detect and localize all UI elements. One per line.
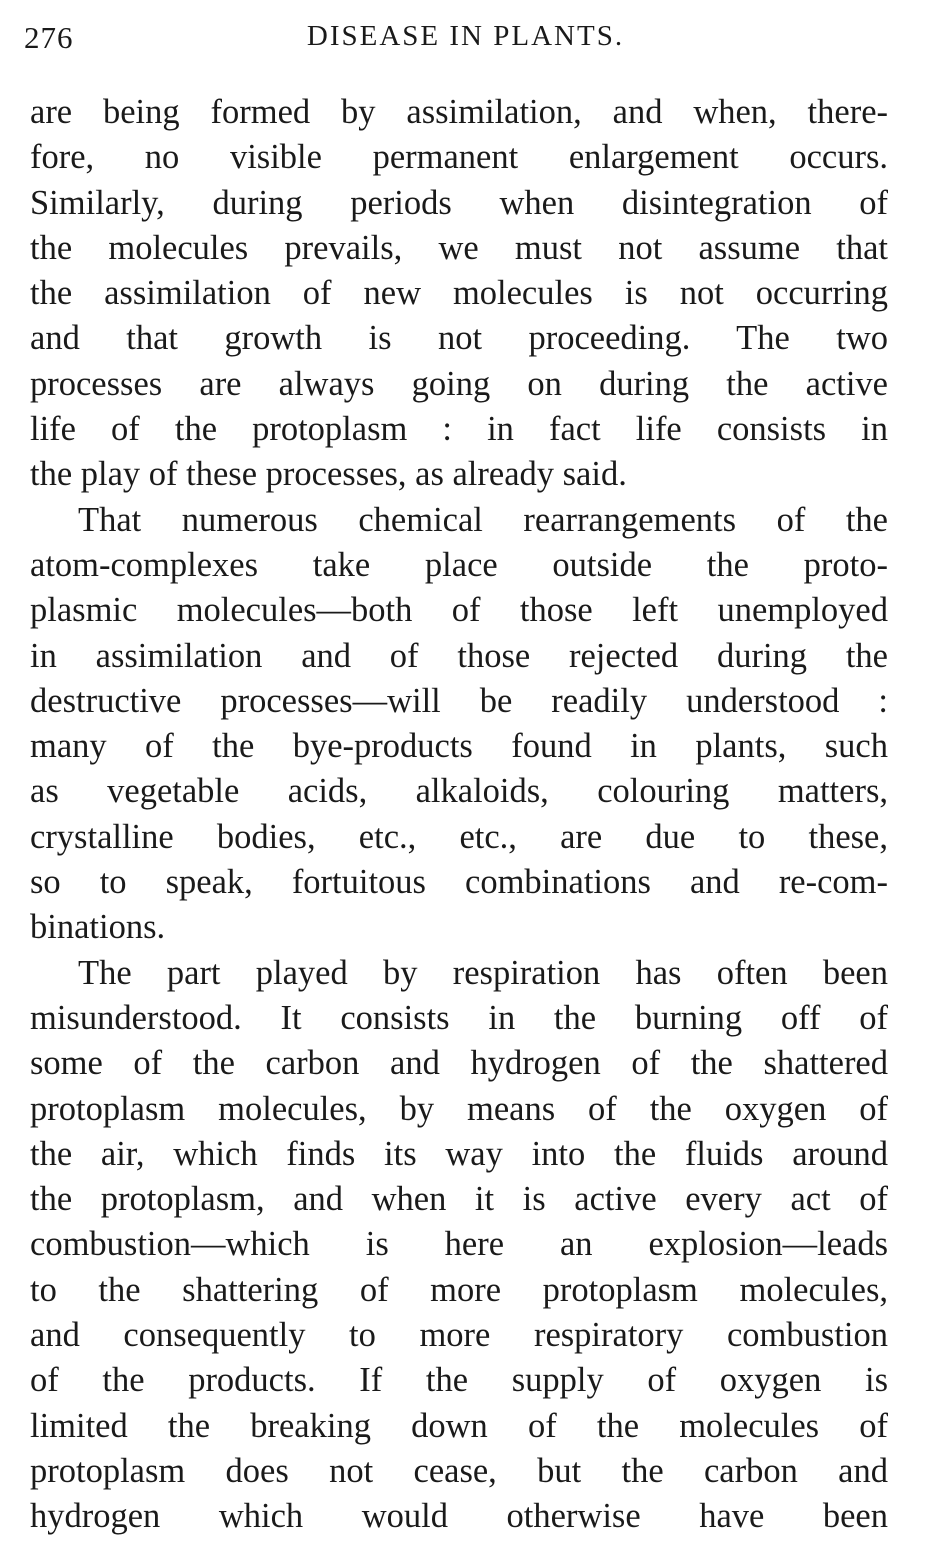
text-line: destructive processes—will be readily understood : — [30, 681, 888, 720]
text-line: the molecules prevails, we must not assume that — [30, 228, 888, 267]
text-line: and consequently to more respiratory combustion — [30, 1316, 888, 1355]
text-line: in assimilation and of those rejected during the — [30, 636, 888, 675]
text-line: plasmic molecules—both of those left unemployed — [30, 591, 888, 630]
running-head: DISEASE IN PLANTS. — [306, 20, 625, 52]
text-line: protoplasm does not cease, but the carbon and — [30, 1451, 888, 1490]
text-line: life of the protoplasm : in fact life consists in — [30, 410, 888, 449]
text-line: as vegetable acids, alkaloids, colouring matters, — [30, 772, 888, 811]
text-line: misunderstood. It consists in the burning off of — [30, 998, 888, 1037]
text-line: some of the carbon and hydrogen of the shattered — [30, 1044, 888, 1083]
text-line: That numerous chemical rearrangements of the — [78, 500, 888, 539]
text-line: Similarly, during periods when disintegration of — [30, 183, 888, 222]
text-line: The part played by respiration has often been — [78, 953, 888, 992]
page-header — [0, 0, 931, 70]
text-line: protoplasm molecules, by means of the oxygen of — [30, 1089, 888, 1128]
text-line: and that growth is not proceeding. The two — [30, 319, 888, 358]
text-line: are being formed by assimilation, and when, there- — [30, 93, 888, 131]
text-line: the play of these processes, as already said. — [30, 455, 627, 494]
text-line: the air, which finds its way into the fluids around — [30, 1134, 888, 1173]
text-line: combustion—which is here an explosion—leads — [30, 1225, 888, 1264]
text-line: fore, no visible permanent enlargement occurs. — [30, 138, 888, 177]
text-line: of the products. If the supply of oxygen is — [30, 1361, 888, 1400]
text-line: processes are always going on during the active — [30, 364, 888, 403]
text-line: the protoplasm, and when it is active every act of — [30, 1180, 888, 1219]
text-line: limited the breaking down of the molecules of — [30, 1406, 888, 1445]
text-line: the assimilation of new molecules is not occurring — [30, 274, 888, 313]
text-line: atom-complexes take place outside the proto- — [30, 545, 888, 584]
text-line: so to speak, fortuitous combinations and re-com- — [30, 863, 888, 902]
text-line: binations. — [30, 908, 166, 947]
text-line: many of the bye-products found in plants, such — [30, 727, 888, 766]
page-number: 276 — [24, 20, 74, 55]
text-line: hydrogen which would otherwise have been — [30, 1497, 888, 1536]
body-text — [30, 90, 888, 1540]
text-line: to the shattering of more protoplasm molecules, — [30, 1270, 888, 1309]
text-line: crystalline bodies, etc., etc., are due to these, — [30, 817, 888, 856]
